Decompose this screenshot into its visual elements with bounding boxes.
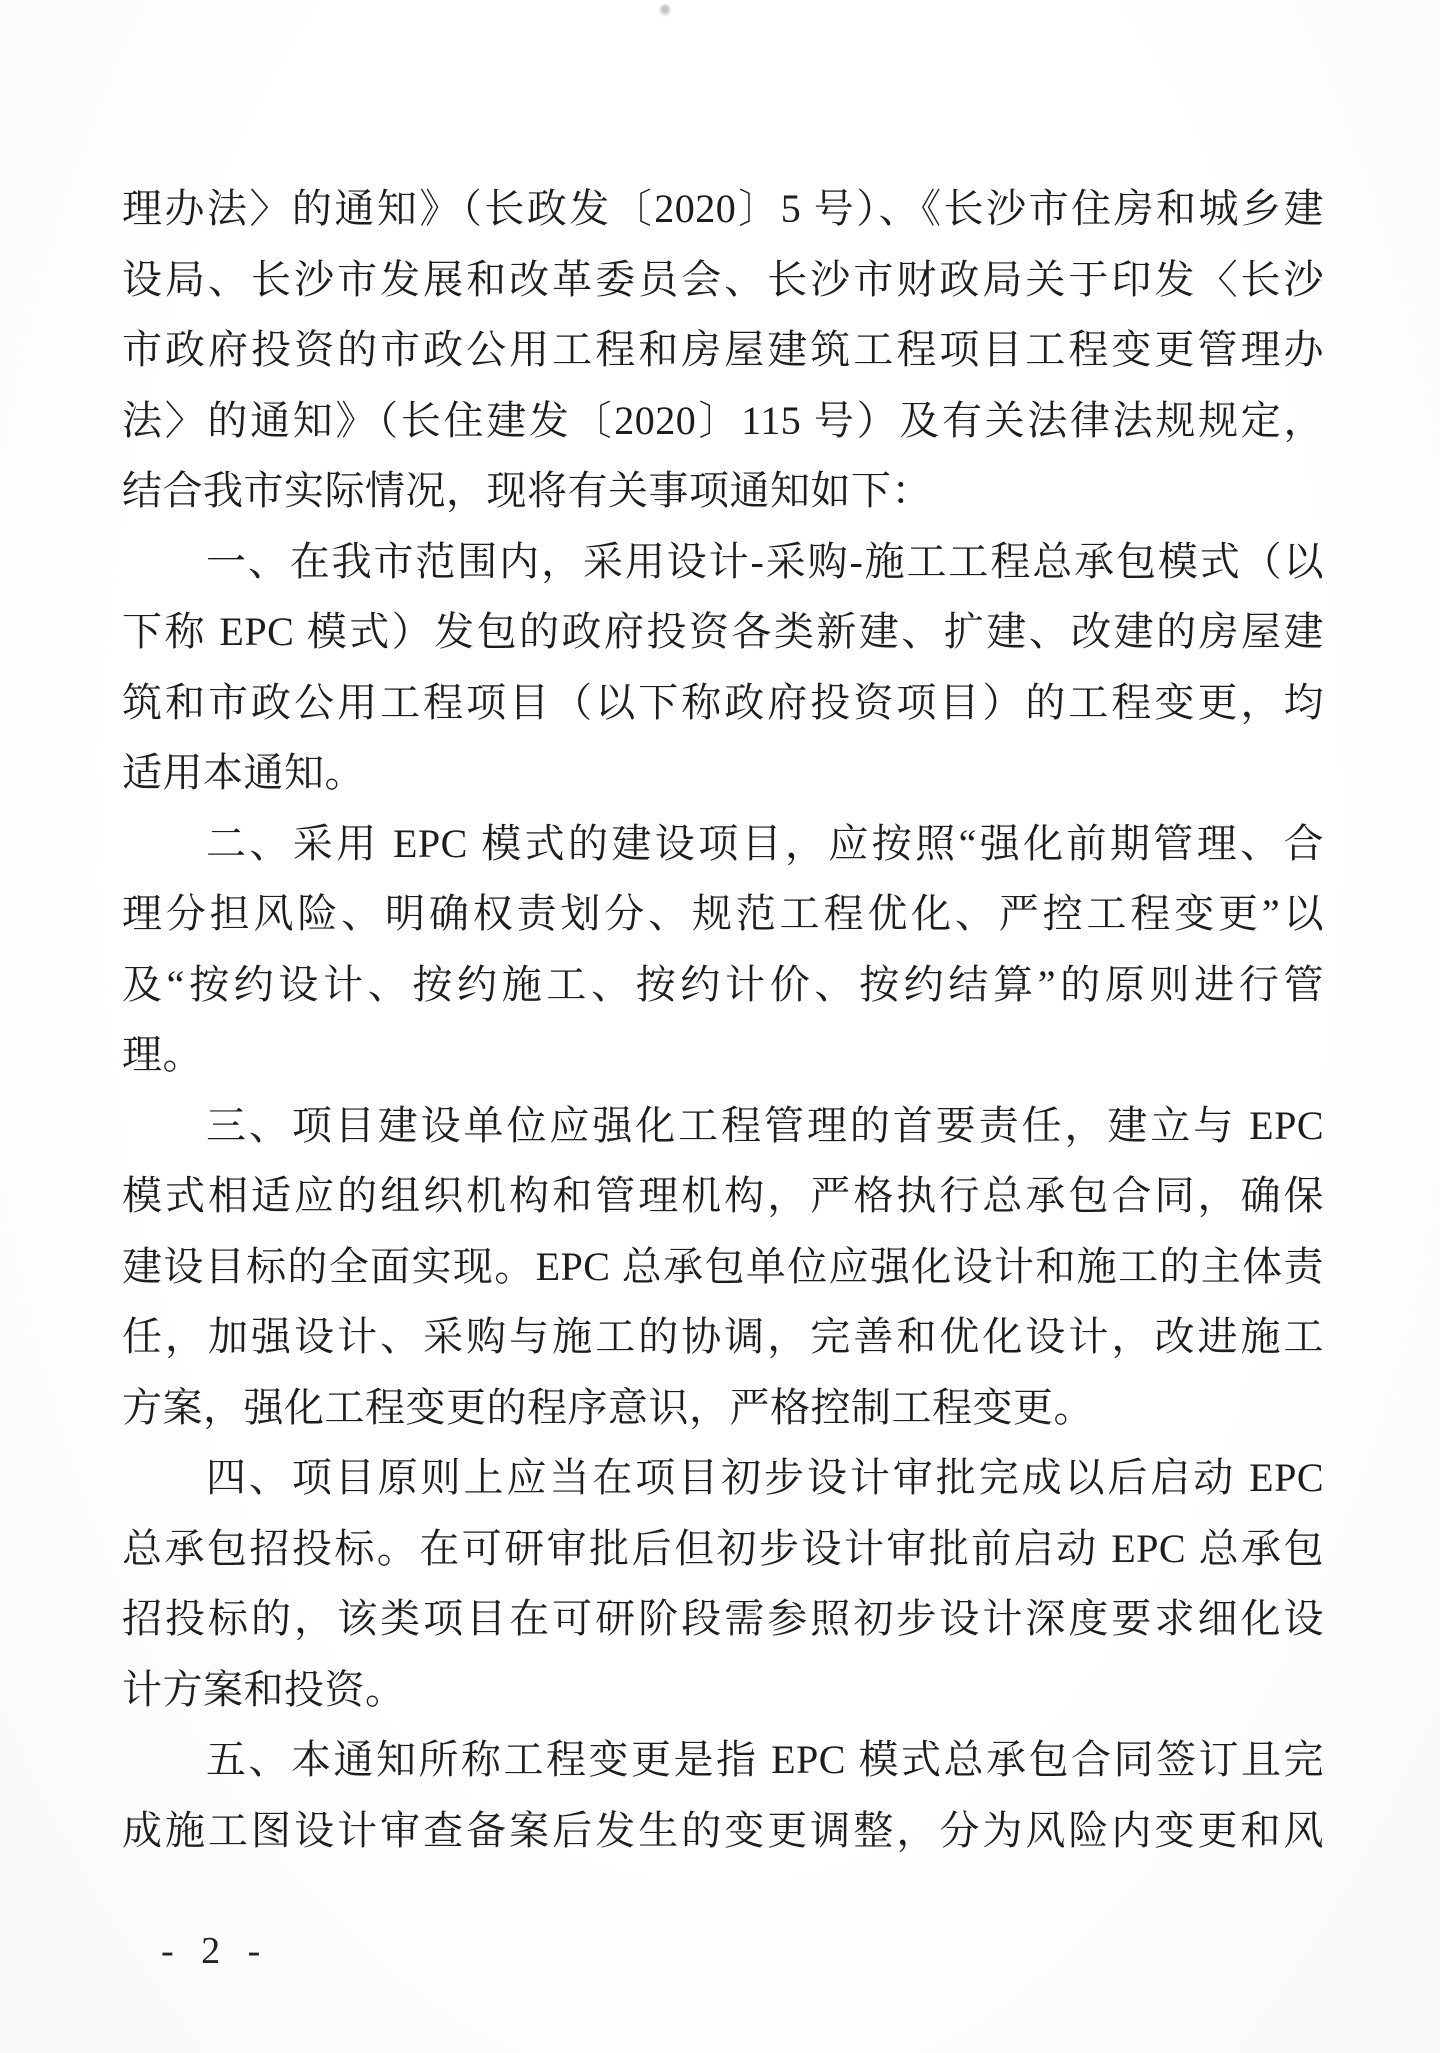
text-line: 计方案和投资。 [122, 1666, 406, 1712]
text-line: 成施工图设计审查备案后发生的变更调整，分为风险内变更和风 [122, 1807, 1324, 1853]
text-line-item-3-start: 三、项目建设单位应强化工程管理的首要责任，建立与 EPC [206, 1102, 1324, 1148]
text-line: 方案，强化工程变更的程序意识，严格控制工程变更。 [122, 1384, 1094, 1430]
text-line: 适用本通知。 [122, 750, 365, 795]
document-body [122, 174, 1324, 1866]
text-line: 市政府投资的市政公用工程和房屋建筑工程项目工程变更管理办 [122, 327, 1324, 372]
scan-artifact-dot [659, 4, 671, 18]
text-line: 理办法〉的通知》（长政发〔2020〕5 号）、《长沙市住房和城乡建 [122, 186, 1324, 231]
text-line-item-4-start: 四、项目原则上应当在项目初步设计审批完成以后启动 EPC [206, 1455, 1324, 1500]
page-number: - 2 - [161, 1930, 266, 1972]
text-line: 筑和市政公用工程项目（以下称政府投资项目）的工程变更，均 [122, 679, 1324, 725]
text-line: 理。 [122, 1032, 203, 1077]
text-line: 及“按约设计、按约施工、按约计价、按约结算”的原则进行管 [122, 961, 1324, 1007]
text-line: 下称 EPC 模式）发包的政府投资各类新建、扩建、改建的房屋建 [122, 609, 1324, 654]
text-line: 建设目标的全面实现。EPC 总承包单位应强化设计和施工的主体责 [122, 1243, 1324, 1289]
text-line: 结合我市实际情况，现将有关事项通知如下： [122, 468, 932, 513]
text-line: 招投标的，该类项目在可研阶段需参照初步设计深度要求细化设 [122, 1596, 1324, 1641]
text-line: 法〉的通知》（长住建发〔2020〕115 号）及有关法律法规规定， [122, 397, 1324, 443]
text-line: 模式相适应的组织机构和管理机构，严格执行总承包合同，确保 [122, 1173, 1324, 1218]
text-line-item-2-start: 二、采用 EPC 模式的建设项目，应按照“强化前期管理、合 [206, 820, 1324, 866]
text-line: 设局、长沙市发展和改革委员会、长沙市财政局关于印发〈长沙 [122, 256, 1324, 302]
text-line-item-5-start: 五、本通知所称工程变更是指 EPC 模式总承包合同签订且完 [206, 1737, 1324, 1782]
text-line: 总承包招投标。在可研审批后但初步设计审批前启动 EPC 总承包 [122, 1525, 1324, 1571]
text-line: 理分担风险、明确权责划分、规范工程优化、严控工程变更”以 [122, 891, 1324, 936]
text-line: 任，加强设计、采购与施工的协调，完善和优化设计，改进施工 [122, 1314, 1324, 1359]
text-line-item-1-start: 一、在我市范围内，采用设计-采购-施工工程总承包模式（以 [206, 538, 1324, 584]
